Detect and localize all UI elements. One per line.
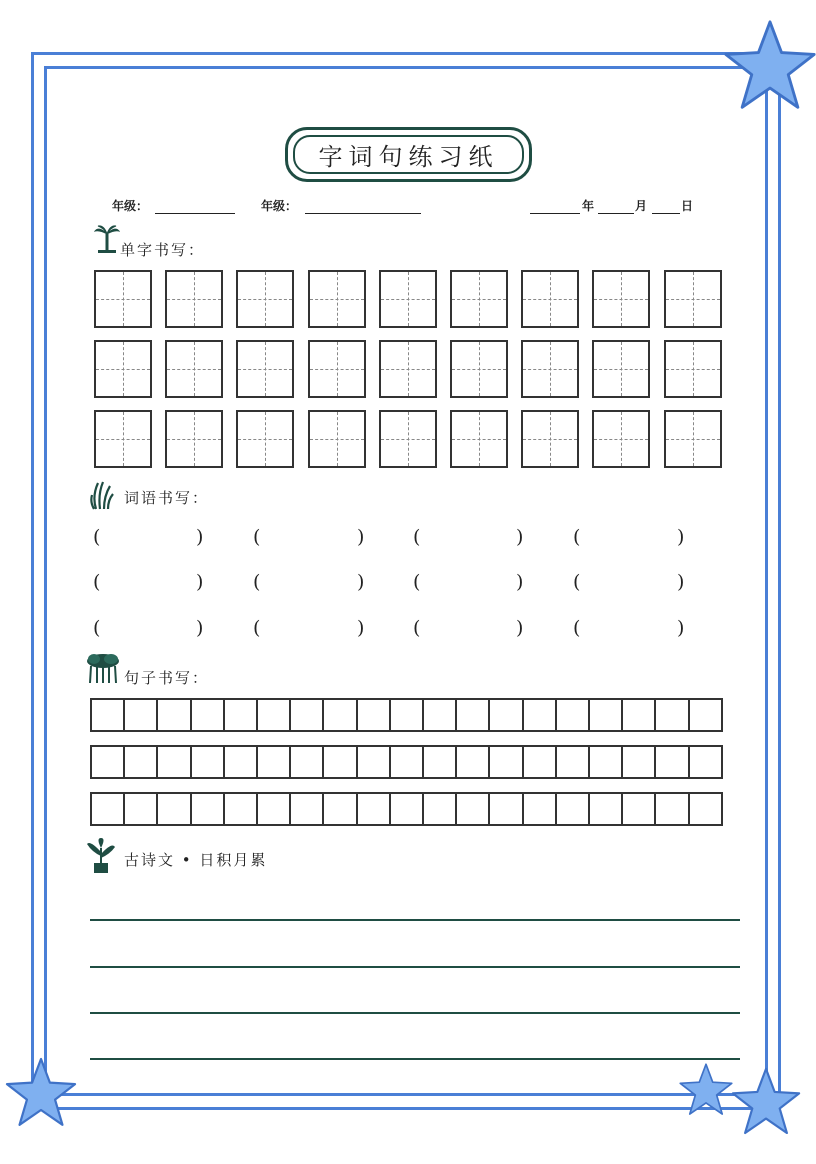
sentence-cell[interactable]: [289, 747, 322, 777]
sentence-cell[interactable]: [223, 747, 256, 777]
paren-open: (: [413, 617, 421, 639]
char-cell[interactable]: [236, 270, 294, 328]
sentence-cell[interactable]: [455, 747, 488, 777]
sentence-cell[interactable]: [621, 700, 654, 730]
paren-open: (: [413, 526, 421, 548]
sentence-cell[interactable]: [654, 747, 687, 777]
grade-label: 年级：: [112, 199, 149, 213]
sentence-cell[interactable]: [322, 700, 355, 730]
char-cell[interactable]: [521, 410, 579, 468]
writing-line[interactable]: [90, 919, 740, 921]
paren-close: ): [677, 526, 685, 548]
writing-line[interactable]: [90, 1012, 740, 1014]
char-cell[interactable]: [165, 340, 223, 398]
sentence-cell[interactable]: [422, 700, 455, 730]
sentence-cell[interactable]: [455, 700, 488, 730]
char-cell[interactable]: [379, 410, 437, 468]
sentence-cell[interactable]: [190, 747, 223, 777]
paren-open: (: [253, 571, 261, 593]
char-cell[interactable]: [450, 270, 508, 328]
paren-close: ): [516, 526, 524, 548]
star-icon: [730, 1066, 802, 1138]
sentence-cell[interactable]: [256, 747, 289, 777]
sentence-cell[interactable]: [389, 747, 422, 777]
sentence-cell[interactable]: [588, 794, 621, 824]
sentence-row: [90, 745, 723, 779]
star-icon: [4, 1056, 78, 1130]
sentence-cell[interactable]: [123, 794, 156, 824]
sentence-cell[interactable]: [422, 794, 455, 824]
paren-open: (: [93, 526, 101, 548]
char-cell[interactable]: [664, 270, 722, 328]
sentence-cell[interactable]: [455, 794, 488, 824]
writing-line[interactable]: [90, 1058, 740, 1060]
char-cell[interactable]: [450, 410, 508, 468]
section-title-sentences: 句子书写：: [124, 669, 210, 687]
paren-open: (: [573, 526, 581, 548]
tree-icon: [84, 652, 122, 684]
section-title-single-char: 单字书写：: [120, 241, 206, 259]
char-cell[interactable]: [308, 340, 366, 398]
paren-close: ): [677, 571, 685, 593]
char-cell[interactable]: [521, 270, 579, 328]
paren-close: ): [357, 571, 365, 593]
paren-close: ): [196, 526, 204, 548]
paren-open: (: [253, 526, 261, 548]
sentence-cell[interactable]: [389, 794, 422, 824]
paren-open: (: [93, 617, 101, 639]
sentence-cell[interactable]: [555, 794, 588, 824]
paren-close: ): [516, 617, 524, 639]
sentence-cell[interactable]: [488, 794, 521, 824]
sentence-cell[interactable]: [389, 700, 422, 730]
section-title-words: 词语书写：: [124, 489, 210, 507]
paren-close: ): [677, 617, 685, 639]
char-cell[interactable]: [450, 340, 508, 398]
char-cell[interactable]: [664, 410, 722, 468]
sentence-cell[interactable]: [256, 794, 289, 824]
sentence-cell[interactable]: [654, 700, 687, 730]
sentence-cell[interactable]: [123, 747, 156, 777]
char-cell[interactable]: [379, 340, 437, 398]
sentence-cell[interactable]: [522, 700, 555, 730]
char-cell[interactable]: [592, 340, 650, 398]
char-cell[interactable]: [592, 270, 650, 328]
sentence-cell[interactable]: [223, 794, 256, 824]
paren-close: ): [357, 526, 365, 548]
char-cell[interactable]: [379, 270, 437, 328]
char-cell[interactable]: [521, 340, 579, 398]
char-cell[interactable]: [308, 410, 366, 468]
grass-icon: [90, 480, 114, 510]
page-title: 字词句练习纸: [293, 135, 524, 174]
potted-plant-icon: [86, 838, 116, 874]
paren-close: ): [516, 571, 524, 593]
paren-open: (: [573, 617, 581, 639]
paren-open: (: [93, 571, 101, 593]
sentence-cell[interactable]: [621, 794, 654, 824]
sentence-row: [90, 792, 723, 826]
paren-close: ): [357, 617, 365, 639]
sentence-cell[interactable]: [522, 794, 555, 824]
grade-field-2[interactable]: [305, 213, 421, 214]
sentence-cell[interactable]: [190, 794, 223, 824]
sentence-cell[interactable]: [289, 700, 322, 730]
paren-open: (: [573, 571, 581, 593]
char-cell[interactable]: [592, 410, 650, 468]
day-label: 日: [681, 199, 694, 213]
month-field[interactable]: [598, 213, 634, 214]
palm-tree-icon: [94, 224, 120, 254]
char-cell[interactable]: [236, 340, 294, 398]
char-cell[interactable]: [94, 340, 152, 398]
char-cell[interactable]: [236, 410, 294, 468]
char-cell[interactable]: [94, 410, 152, 468]
grade-field[interactable]: [155, 213, 235, 214]
sentence-cell[interactable]: [289, 794, 322, 824]
sentence-cell[interactable]: [555, 747, 588, 777]
sentence-cell[interactable]: [92, 747, 123, 777]
star-icon: [678, 1062, 734, 1118]
char-cell[interactable]: [94, 270, 152, 328]
sentence-cell[interactable]: [256, 700, 289, 730]
sentence-cell[interactable]: [688, 794, 721, 824]
writing-line[interactable]: [90, 966, 740, 968]
title-frame: [285, 127, 532, 182]
char-cell[interactable]: [165, 270, 223, 328]
sentence-cell[interactable]: [522, 747, 555, 777]
char-cell[interactable]: [664, 340, 722, 398]
sentence-cell[interactable]: [123, 700, 156, 730]
sentence-cell[interactable]: [688, 747, 721, 777]
section-title-poetry: 古诗文 • 日积月累: [124, 851, 268, 869]
paren-open: (: [253, 617, 261, 639]
sentence-cell[interactable]: [356, 747, 389, 777]
sentence-cell[interactable]: [621, 747, 654, 777]
sentence-cell[interactable]: [156, 794, 189, 824]
page-border-inner: [44, 66, 768, 1096]
paren-close: ): [196, 571, 204, 593]
sentence-cell[interactable]: [588, 747, 621, 777]
grade-label-2: 年级：: [261, 199, 298, 213]
paren-close: ): [196, 617, 204, 639]
sentence-cell[interactable]: [92, 794, 123, 824]
sentence-cell[interactable]: [322, 747, 355, 777]
year-label: 年: [582, 199, 595, 213]
paren-open: (: [413, 571, 421, 593]
star-icon: [722, 18, 816, 114]
sentence-cell[interactable]: [688, 700, 721, 730]
day-field[interactable]: [652, 213, 680, 214]
char-cell[interactable]: [165, 410, 223, 468]
sentence-cell[interactable]: [488, 747, 521, 777]
sentence-cell[interactable]: [223, 700, 256, 730]
sentence-cell[interactable]: [588, 700, 621, 730]
sentence-cell[interactable]: [92, 700, 123, 730]
month-label: 月: [635, 199, 648, 213]
sentence-cell[interactable]: [555, 700, 588, 730]
sentence-cell[interactable]: [356, 794, 389, 824]
sentence-cell[interactable]: [322, 794, 355, 824]
char-cell[interactable]: [308, 270, 366, 328]
sentence-row: [90, 698, 723, 732]
sentence-cell[interactable]: [488, 700, 521, 730]
year-field[interactable]: [530, 213, 580, 214]
sentence-cell[interactable]: [156, 747, 189, 777]
sentence-cell[interactable]: [422, 747, 455, 777]
sentence-cell[interactable]: [356, 700, 389, 730]
sentence-cell[interactable]: [156, 700, 189, 730]
sentence-cell[interactable]: [190, 700, 223, 730]
sentence-cell[interactable]: [654, 794, 687, 824]
